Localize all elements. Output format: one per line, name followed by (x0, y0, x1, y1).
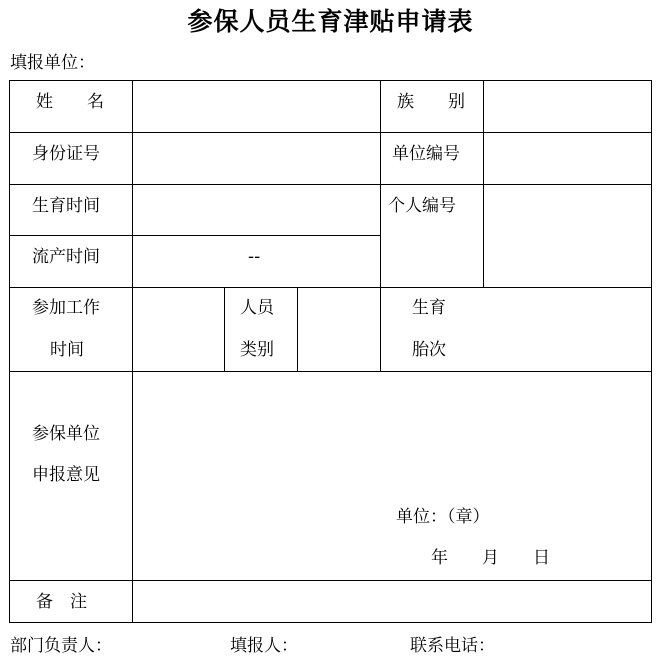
seal-label: 单位：（章） (396, 507, 490, 527)
dept-head-label: 部门负责人： (10, 636, 112, 656)
name-label: 姓 名 (36, 92, 104, 112)
id-number-label: 身份证号 (32, 144, 100, 164)
table-border-bottom (9, 622, 652, 623)
table-border-left (9, 80, 10, 623)
unit-opinion-label: 参保单位 (32, 424, 100, 444)
row-divider (9, 371, 652, 372)
unit-number-label: 单位编号 (392, 144, 460, 164)
phone-label: 联系电话： (410, 636, 495, 656)
form-title: 参保人员生育津贴申请表 (187, 7, 474, 36)
row-divider (9, 580, 652, 581)
birth-time-label: 生育时间 (32, 196, 100, 216)
miscarriage-time-value: -- (248, 247, 261, 267)
row-divider (9, 132, 652, 133)
column-divider (224, 287, 225, 372)
work-start-label: 参加工作 (32, 298, 100, 318)
column-divider (297, 287, 298, 372)
ethnicity-label: 族 别 (397, 92, 465, 112)
table-border-top (9, 80, 652, 81)
filler-label: 填报人： (230, 636, 298, 656)
work-start-label-line2: 时间 (50, 340, 84, 360)
personal-number-label: 个人编号 (388, 196, 456, 216)
table-border-right (651, 80, 652, 623)
miscarriage-time-label: 流产时间 (32, 247, 100, 267)
column-divider (380, 80, 381, 372)
fill-unit-label: 填报单位： (10, 53, 95, 73)
unit-opinion-label-line2: 申报意见 (32, 465, 100, 485)
column-divider (483, 80, 484, 288)
row-divider (9, 235, 381, 236)
remarks-label: 备 注 (36, 592, 87, 612)
column-divider (132, 80, 133, 623)
row-divider (9, 287, 652, 288)
person-category-label-line2: 类别 (240, 340, 274, 360)
birth-order-label: 生育 (412, 298, 446, 318)
row-divider (9, 184, 652, 185)
birth-order-label-line2: 胎次 (412, 340, 446, 360)
person-category-label: 人员 (240, 298, 274, 318)
date-label: 年 月 日 (431, 548, 550, 568)
